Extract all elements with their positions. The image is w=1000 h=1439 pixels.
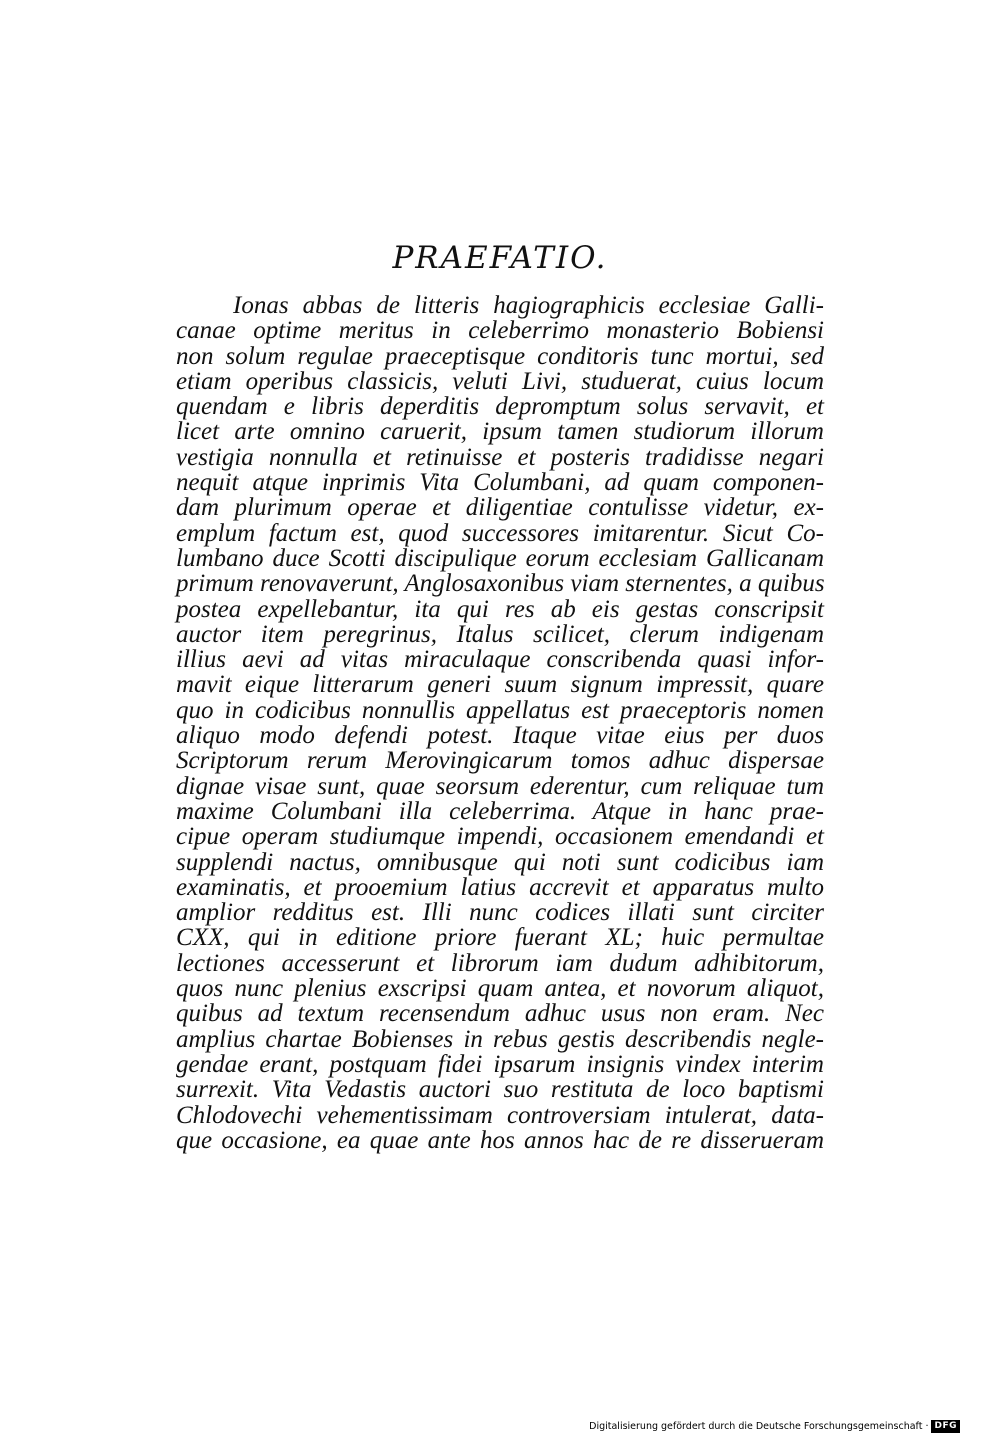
text-line: dam plurimum operae et diligentiae contulisse videtur, ex- [176, 494, 824, 522]
text-line: quos nunc plenius exscripsi quam antea, et novorum aliquot, [176, 975, 824, 1003]
credit-text: Digitalisierung gefördert durch die Deutsche Forschungsgemeinschaft · [589, 1420, 929, 1432]
page-title: PRAEFATIO. [392, 240, 608, 276]
text-line: postea expellebantur, ita qui res ab eis gestas conscripsit [176, 595, 824, 623]
text-line: auctor item peregrinus, Italus scilicet, clerum indigenam [176, 620, 824, 648]
digitization-credit [589, 1418, 960, 1434]
text-line: aliquo modo defendi potest. Itaque vitae eius per duos [176, 722, 824, 750]
text-line: maxime Columbani illa celeberrima. Atque in hanc prae- [176, 797, 824, 825]
dfg-logo: DFG [931, 1420, 960, 1433]
text-line: licet arte omnino caruerit, ipsum tamen studiorum illorum [176, 418, 824, 446]
text-line: examinatis, et prooemium latius accrevit et apparatus multo [176, 873, 824, 901]
text-line: que occasione, ea quae ante hos annos hac de re disserueram [176, 1126, 824, 1154]
text-line: Ionas abbas de litteris hagiographicis ecclesiae Galli- [233, 292, 824, 319]
text-line: nequit atque inprimis Vita Columbani, ad quam componen- [176, 469, 824, 497]
text-line: gendae erant, postquam fidei ipsarum insignis vindex interim [176, 1050, 824, 1078]
text-line: primum renovaverunt, Anglosaxonibus viam sternentes, a quibus [176, 570, 825, 598]
text-line: supplendi nactus, omnibusque qui noti sunt codicibus iam [176, 848, 824, 876]
text-line: quendam e libris deperditis depromptum solus servavit, et [176, 393, 824, 421]
text-line: etiam operibus classicis, veluti Livi, studuerat, cuius locum [176, 367, 824, 395]
text-line: lectiones accesserunt et librorum iam dudum adhibitorum, [176, 949, 824, 977]
text-line: emplum factum est, quod successores imitarentur. Sicut Co- [176, 519, 824, 547]
text-line: lumbano duce Scotti discipulique eorum ecclesiam Gallicanam [176, 544, 824, 572]
text-line: illius aevi ad vitas miraculaque conscribenda quasi infor- [176, 646, 824, 674]
text-line: Scriptorum rerum Merovingicarum tomos adhuc dispersae [176, 747, 824, 775]
text-line: canae optime meritus in celeberrimo monasterio Bobiensi [176, 317, 824, 345]
text-line: amplius chartae Bobienses in rebus gestis describendis negle- [176, 1025, 824, 1053]
text-line: cipue operam studiumque impendi, occasionem emendandi et [176, 823, 824, 851]
text-line: amplior redditus est. Illi nunc codices illati sunt circiter [176, 899, 824, 927]
text-line: vestigia nonnulla et retinuisse et posteris tradidisse negari [176, 443, 824, 471]
preface-text [176, 293, 824, 1153]
text-line: surrexit. Vita Vedastis auctori suo restituta de loco baptismi [176, 1076, 824, 1104]
text-line: non solum regulae praeceptisque conditoris tunc mortui, sed [176, 342, 824, 370]
text-line: quibus ad textum recensendum adhuc usus non eram. Nec [176, 1000, 824, 1028]
text-line: quo in codicibus nonnullis appellatus est praeceptoris nomen [176, 696, 824, 724]
text-line: CXX, qui in editione priore fuerant XL; huic permultae [176, 924, 824, 952]
text-line: mavit eique litterarum generi suum signum impressit, quare [176, 671, 824, 699]
text-line: Chlodovechi vehementissimam controversiam intulerat, data- [176, 1101, 824, 1129]
text-line: dignae visae sunt, quae seorsum ederentur, cum reliquae tum [176, 772, 824, 800]
